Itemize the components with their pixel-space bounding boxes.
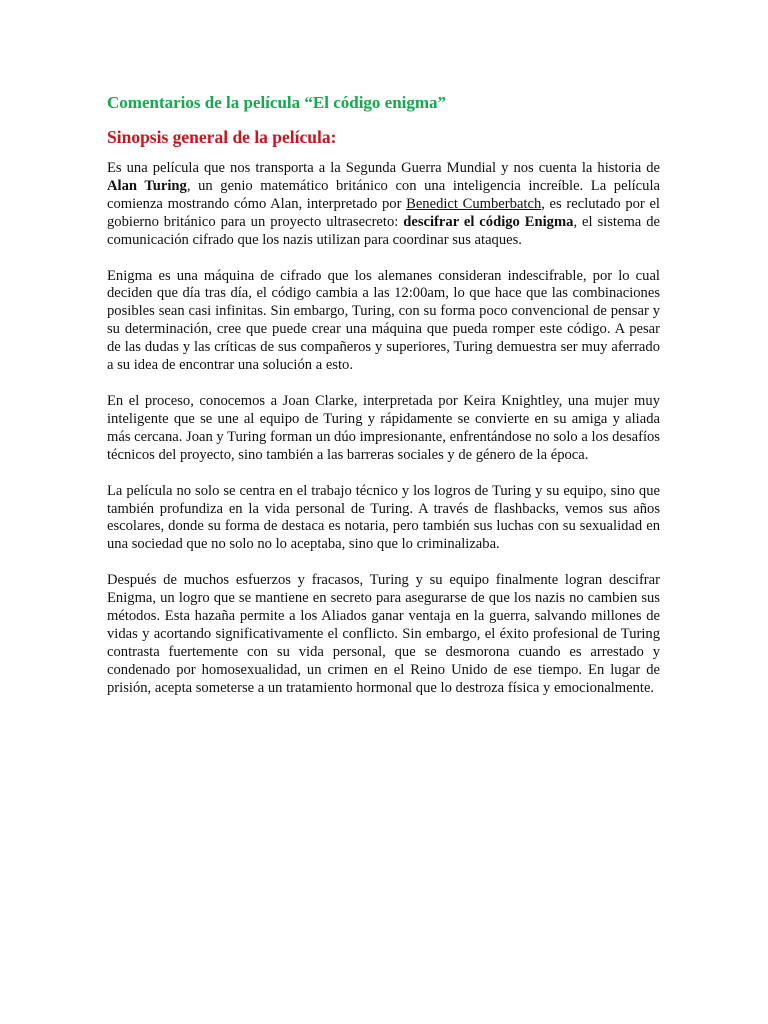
paragraph-1-text-b: , un genio matemático británico con una inteligencia increíble. La película comienza mostrando cómo Alan, interpretado por bbox=[107, 177, 660, 212]
document-title: Comentarios de la película “El código enigma” bbox=[107, 93, 447, 112]
paragraph-2: Enigma es una máquina de cifrado que los alemanes consideran indescifrable, por lo cual deciden que día tras día, el código cambia a las 12:00am, lo que hace que las combinaciones posibles sean casi infinitas. Sin embargo, Turing, con su forma poco convencional de pensar y su determinación, cree que puede crear una máquina que pueda romper este código. A pesar de las dudas y las críticas de sus compañeros y superiores, Turing demuestra ser muy aferrado a su idea de encontrar una solución a esto. bbox=[107, 267, 660, 374]
paragraph-4: La película no solo se centra en el trabajo técnico y los logros de Turing y su equipo, sino que también profundiza en la vida personal de Turing. A través de flashbacks, vemos sus años escolares, donde su forma de destaca es notaria, pero también sus luchas con su sexualidad en una sociedad que no solo no lo aceptaba, sino que lo criminalizaba. bbox=[107, 482, 660, 553]
section-heading-synopsis: Sinopsis general de la película: bbox=[107, 127, 337, 147]
benedict-cumberbatch-link[interactable]: Benedict Cumberbatch bbox=[406, 195, 542, 212]
paragraph-1 bbox=[107, 160, 660, 250]
paragraph-1-text-c: , es reclutado por el gobierno británico para un proyecto ultrasecreto: bbox=[107, 195, 660, 230]
document-page bbox=[107, 92, 660, 716]
paragraph-1-text-d: , el sistema de comunicación cifrado que los nazis utilizan para coordinar sus ataques. bbox=[107, 213, 660, 248]
paragraph-5: Después de muchos esfuerzos y fracasos, Turing y su equipo finalmente logran descifrar Enigma, un logro que se mantiene en secreto para asegurarse de que los nazis no cambien sus métodos. Esta hazaña permite a los Aliados ganar ventaja en la guerra, salvando millones de vidas y acortando significativamente el conflicto. Sin embargo, el éxito profesional de Turing contrasta fuertemente con su vida personal, que se desmorona cuando es arrestado y condenado por homosexualidad, un crimen en el Reino Unido de ese tiempo. En lugar de prisión, acepta someterse a un tratamiento hormonal que lo destroza física y emocionalmente. bbox=[107, 572, 660, 696]
alan-turing-bold: Alan Turing bbox=[107, 177, 187, 194]
enigma-code-bold: descifrar el código Enigma bbox=[403, 213, 574, 230]
paragraph-3: En el proceso, conocemos a Joan Clarke, interpretada por Keira Knightley, una mujer muy inteligente que se une al equipo de Turing y rápidamente se convierte en su amiga y aliada más cercana. Joan y Turing forman un dúo impresionante, enfrentándose no solo a los desafíos técnicos del proyecto, sino también a las barreras sociales y de género de la época. bbox=[107, 392, 660, 463]
paragraph-1-text-a: Es una película que nos transporta a la Segunda Guerra Mundial y nos cuenta la historia de bbox=[107, 160, 660, 176]
